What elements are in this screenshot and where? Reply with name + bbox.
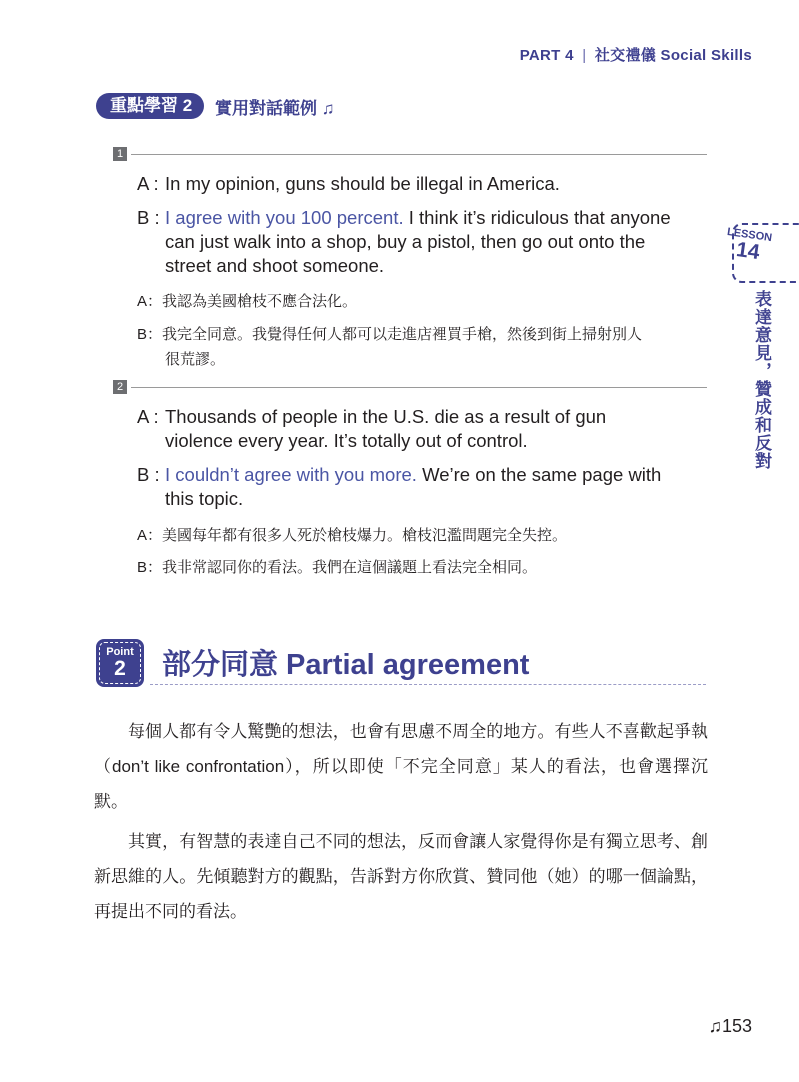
point-word: Point [106, 646, 134, 658]
dialog2-b-line2: this topic. [165, 488, 244, 509]
side-title: 表達意見，贊成和反對 [752, 290, 771, 470]
body-paragraph-1 [94, 714, 708, 819]
dialog1-zh-b-line2: 很荒謬。 [165, 351, 226, 368]
running-header [520, 44, 752, 65]
dialog2-zh-a [137, 523, 717, 548]
dialog1-zh-a [137, 289, 717, 314]
dialog1-b-line2: can just walk into a shop, buy a pistol, then go out onto the [165, 231, 646, 252]
point-dashed-rule [150, 684, 706, 685]
dialog1-b-line1: I think it’s ridiculous that anyone [403, 207, 671, 228]
section-label: 社交禮儀 Social Skills [594, 47, 752, 64]
point-badge [96, 639, 144, 687]
speaker-a: A : [137, 173, 159, 194]
zh-speaker-b: B： [137, 326, 163, 343]
dialog1-a-text: In my opinion, guns should be illegal in America. [165, 173, 560, 194]
dialog1-zh-b [137, 322, 717, 372]
point-number: 2 [114, 657, 126, 680]
dialog-number-2: 2 [113, 380, 127, 394]
dialog1-zh-a-text: 我認為美國槍枝不應合法化。 [162, 293, 358, 310]
point-title: 部分同意 Partial agreement [162, 649, 530, 681]
focus-title: 實用對話範例 ♫ [215, 99, 335, 118]
dialog2-line-b [137, 463, 717, 511]
speaker-b: B : [137, 464, 160, 485]
speaker-a: A : [137, 406, 159, 427]
dialog2-zh-b [137, 555, 717, 580]
part-label: PART 4 [519, 47, 574, 64]
paragraph-text: 其實，有智慧的表達自己不同的想法，反而會讓人家覺得你是有獨立思考、創新思維的人。先傾聽對方的觀點，告訴對方你欣賞、贊同他（她）的哪一個論點，再提出不同的看法。 [94, 832, 708, 921]
body-paragraph-2 [94, 824, 708, 929]
zh-speaker-a: A： [137, 527, 163, 544]
music-note-icon: ♫ [708, 1016, 722, 1036]
dialog2-b-highlight: I couldn’t agree with you more. [165, 464, 417, 485]
lesson-number: 14 [734, 238, 762, 265]
page-number: 153 [721, 1016, 752, 1036]
dialog1-line-b [137, 206, 717, 278]
dialog2-a-line1: Thousands of people in the U.S. die as a result of gun [165, 406, 607, 427]
page-footer [708, 1016, 752, 1037]
dialog2-zh-a-text: 美國每年都有很多人死於槍枝爆力。槍枝氾濫問題完全失控。 [162, 527, 568, 544]
zh-speaker-a: A： [137, 293, 163, 310]
dialog2-a-line2: violence every year. It’s totally out of control. [165, 430, 528, 451]
dialog2-zh-b-text: 我非常認同你的看法。我們在這個議題上看法完全相同。 [162, 559, 538, 576]
dialog1-b-highlight: I agree with you 100 percent. [165, 207, 404, 228]
dialog2-line-a [137, 405, 717, 453]
header-separator: | [582, 47, 587, 64]
dialog1-line-a [137, 172, 717, 196]
dialog1-zh-b-line1: 我完全同意。我覺得任何人都可以走進店裡買手槍，然後到街上掃射別人 [162, 326, 643, 343]
dialog1-b-line3: street and shoot someone. [165, 255, 385, 276]
dialog-rule-1 [131, 154, 707, 155]
paragraph-text: 每個人都有令人驚艷的想法，也會有思慮不周全的地方。有些人不喜歡起爭執（don’t like confrontation），所以即使「不完全同意」某人的看法，也會選擇沉默。 [94, 722, 708, 811]
focus-pill: 重點學習 2 [96, 93, 204, 119]
zh-speaker-b: B： [137, 559, 163, 576]
dialog-rule-2 [131, 387, 707, 388]
dialog2-b-line1: We’re on the same page with [416, 464, 662, 485]
dialog-number-1: 1 [113, 147, 127, 161]
lesson-word: LESSON [726, 226, 773, 245]
speaker-b: B : [137, 207, 160, 228]
